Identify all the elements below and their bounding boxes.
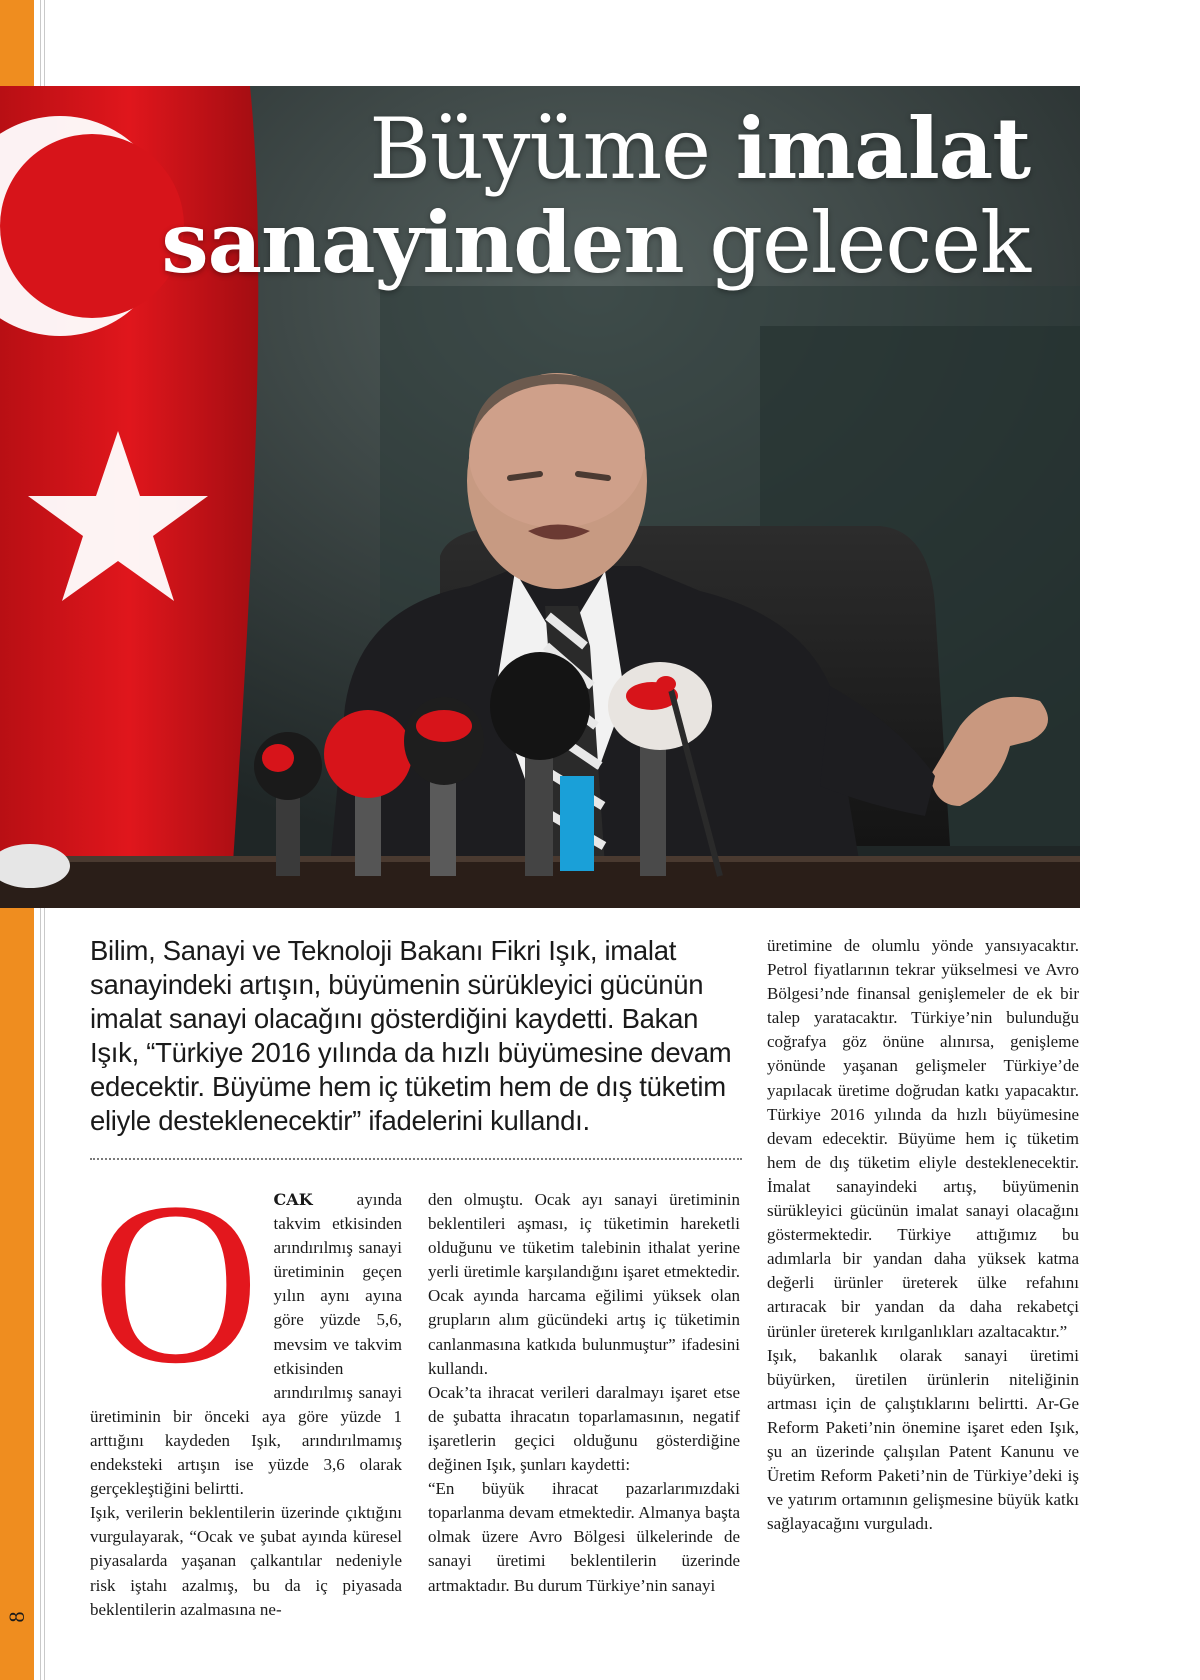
body-column-3 xyxy=(767,934,1079,1536)
body-paragraph xyxy=(90,1155,402,1501)
body-paragraph: “En büyük ihracat pazarlarımızdaki toparlanma devam etmektedir. Almanya başta olmak üzere Avro Bölgesi ülkelerinde de sanayi üretimi beklentilerin üzerinde artmaktadır. Bu durum Türkiye’nin sanayi xyxy=(428,1479,740,1595)
drop-cap: O xyxy=(92,1155,260,1412)
body-paragraph: Ocak’ta ihracat verileri daralmayı işaret etse de şubatta ihracatın toparlamasının, negatif işaretlerin geçici olduğunu gösterdiğine değinen Işık, şunları kaydetti: xyxy=(428,1382,740,1475)
body-paragraph: den olmuştu. Ocak ayı sanayi üretiminin beklentileri aşması, iç tüketimin hareketli olduğunu ve tüketim talebinin ithalat yerine yerli üretimle karşılandığını işaret etmektedir. Ocak ayında harcama eğilimi yüksek olan grupların alım gücündeki artış iç tüketimin canlanmasına katkıda bulunmuştur” ifadesini kullandı. xyxy=(428,1190,740,1378)
headline-line-1 xyxy=(161,99,1030,198)
body-column-2 xyxy=(428,1188,740,1598)
lead-word: CAK xyxy=(273,1190,313,1209)
body-paragraph: üretimine de olumlu yönde yansıyacaktır. Petrol fiyatlarının tekrar yükselmesi ve Avro Bölgesi’nde finansal genişlemeler de ek bir talep yaratacaktır. Türkiye’nin bulunduğu coğrafya göz önüne alınırsa, genişleme yönünde yaşanan gelişmeler Türkiye’de yapılacak üretime doğrudan katkı yapacaktır. Türkiye 2016 yılında da hızlı büyümesine devam edecektir. Büyüme hem iç tüketim hem de dış tüketim eliyle desteklenecektir. İmalat sanayindeki artış, büyümenin sürükleyici gücünün imalat sanayi olacağını göstermektedir. Türkiye attığımız bu adımlarla bir yandan daha yüksek katma değerli ürünler üreterek ülke refahını artıracak bir yandan da daha rekabetçi ürünler üreterek kırılganlıkları azaltacaktır.” xyxy=(767,936,1079,1341)
body-paragraph: Işık, verilerin beklentilerin üzerinde çıktığını vurgulayarak, “Ocak ve şubat ayında küresel piyasalarda yaşanan çalkantılar nedeniyle risk iştahı azalmış, bu da iç piyasada beklentilerin azalmasına ne- xyxy=(90,1503,402,1619)
paragraph-text: ayında takvim etkisinden arındırılmış sanayi üretiminin geçen yılın aynı ayına göre yüzde 5,6, mevsim ve takvim etkisinden arındırılmış sanayi üretiminin bir önceki aya göre yüzde 1 arttığını kaydeden Işık, arındırılmamış endeksteki artışın ise yüzde 3,6 olarak gerçekleştiğini belirtti. xyxy=(90,1190,402,1499)
headline-line-2 xyxy=(161,193,1030,292)
page-number: 8 xyxy=(4,1611,29,1623)
headline-bold: sanayinden xyxy=(161,193,684,292)
headline-bold: imalat xyxy=(735,99,1030,198)
hero-photo xyxy=(0,86,1080,908)
lead-paragraph: Bilim, Sanayi ve Teknoloji Bakanı Fikri Işık, imalat sanayindeki artışın, büyümenin sürükleyici gücünün imalat sanayi olacağını gösterdiğini kaydetti. Bakan Işık, “Türkiye 2016 yılında da hızlı büyümesine devam edecektir. Büyüme hem iç tüketim hem de dış tüketim eliyle desteklenecektir” ifadelerini kullandı. xyxy=(90,935,732,1136)
body-column-1 xyxy=(90,1155,402,1622)
headline-light: Büyüme xyxy=(369,100,736,198)
headline xyxy=(161,99,1030,292)
body-paragraph: Işık, bakanlık olarak sanayi üretimi büyürken, üretilen ürünlerin niteliğinin artması için de çalıştıklarını belirtti. Ar-Ge Reform Paketi’nin önemine işaret eden Işık, şu an üzerinde çalışılan Patent Kanunu ve Üretim Reform Paketi’nin de Türkiye’deki iş ve yatırım ortamının gelişmesine büyük katkı sağlayacağını vurguladı. xyxy=(767,1345,1079,1534)
headline-light: gelecek xyxy=(683,194,1030,292)
